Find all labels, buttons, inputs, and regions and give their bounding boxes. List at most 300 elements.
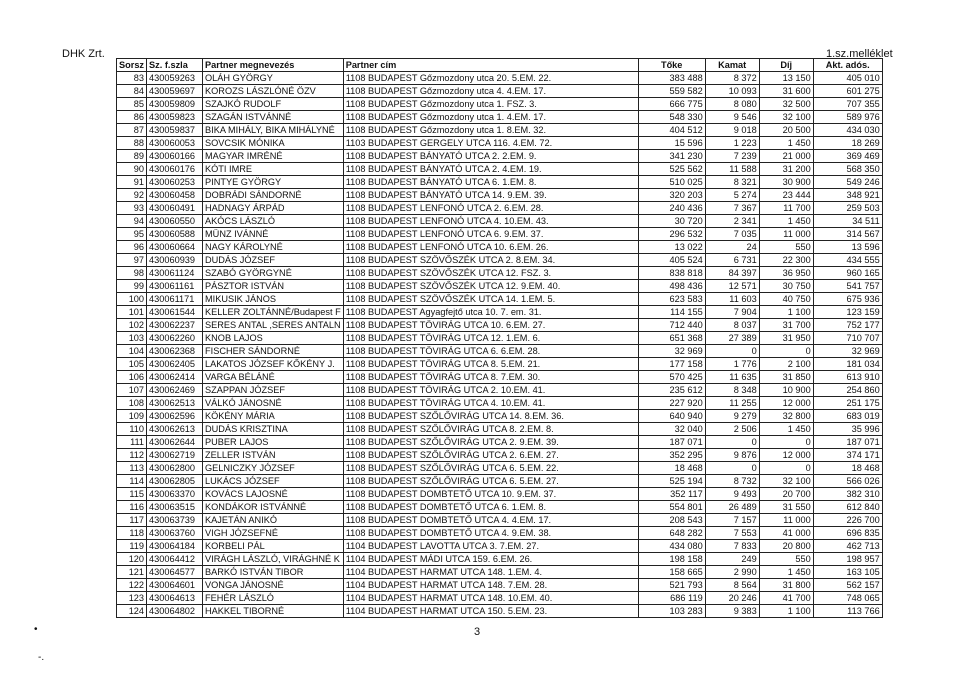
table-cell: 430064577 xyxy=(147,566,203,579)
table-cell: MIKUSIK JÁNOS xyxy=(203,293,344,306)
table-cell: 27 389 xyxy=(705,332,759,345)
table-cell: 612 840 xyxy=(813,501,882,514)
table-cell: PINTYE GYÖRGY xyxy=(203,176,344,189)
table-cell: 2 990 xyxy=(705,566,759,579)
table-cell: 559 582 xyxy=(638,85,705,98)
table-cell: 430064802 xyxy=(147,605,203,618)
table-cell: 97 xyxy=(117,254,147,267)
table-cell: 430062405 xyxy=(147,358,203,371)
table-cell: 83 xyxy=(117,72,147,85)
table-cell: 15 596 xyxy=(638,137,705,150)
table-cell: 1 450 xyxy=(759,137,813,150)
table-cell: 251 175 xyxy=(813,397,882,410)
table-cell: 550 xyxy=(759,553,813,566)
column-header: Partner megnevezés xyxy=(203,59,344,72)
table-cell: 430062719 xyxy=(147,449,203,462)
table-cell: 1108 BUDAPEST TÖVIRÁG UTCA 10. 6.EM. 27. xyxy=(343,319,638,332)
table-cell: 1108 BUDAPEST Gőzmozdony utca 20. 5.EM. 22. xyxy=(343,72,638,85)
table-cell: 374 171 xyxy=(813,449,882,462)
table-cell: 383 488 xyxy=(638,72,705,85)
debtor-table xyxy=(116,58,883,618)
table-cell: 103 xyxy=(117,332,147,345)
table-cell: 32 969 xyxy=(638,345,705,358)
table-cell: VONGA JÁNOSNÉ xyxy=(203,579,344,592)
table-row xyxy=(117,332,883,345)
table-row xyxy=(117,228,883,241)
table-row xyxy=(117,371,883,384)
table-row xyxy=(117,423,883,436)
table-cell: 1108 BUDAPEST BÁNYATÓ UTCA 14. 9.EM. 39. xyxy=(343,189,638,202)
table-cell: 430061544 xyxy=(147,306,203,319)
table-cell: 8 564 xyxy=(705,579,759,592)
table-cell: 226 700 xyxy=(813,514,882,527)
table-cell: 430061124 xyxy=(147,267,203,280)
table-cell: 430060550 xyxy=(147,215,203,228)
table-cell: 651 368 xyxy=(638,332,705,345)
table-cell: 7 904 xyxy=(705,306,759,319)
table-cell: 13 596 xyxy=(813,241,882,254)
table-cell: 430059263 xyxy=(147,72,203,85)
table-cell: 31 850 xyxy=(759,371,813,384)
table-cell: 87 xyxy=(117,124,147,137)
table-cell: 589 976 xyxy=(813,111,882,124)
header-row xyxy=(117,59,883,72)
table-cell: 22 300 xyxy=(759,254,813,267)
table-cell: 430061161 xyxy=(147,280,203,293)
table-cell: 121 xyxy=(117,566,147,579)
column-header: Kamat xyxy=(705,59,759,72)
table-cell: 1108 BUDAPEST SZŐLŐVIRÁG UTCA 8. 2.EM. 8. xyxy=(343,423,638,436)
table-cell: 1108 BUDAPEST DOMBTETŐ UTCA 6. 1.EM. 8. xyxy=(343,501,638,514)
table-cell: 13 150 xyxy=(759,72,813,85)
table-cell: 707 355 xyxy=(813,98,882,111)
table-cell: 352 295 xyxy=(638,449,705,462)
table-cell: 24 xyxy=(705,241,759,254)
table-cell: DUDÁS JÓZSEF xyxy=(203,254,344,267)
table-cell: 1108 BUDAPEST SZÖVŐSZÉK UTCA 2. 8.EM. 34. xyxy=(343,254,638,267)
table-cell: OLÁH GYÖRGY xyxy=(203,72,344,85)
table-row xyxy=(117,514,883,527)
table-cell: 259 503 xyxy=(813,202,882,215)
table-cell: 430059837 xyxy=(147,124,203,137)
table-cell: 430062368 xyxy=(147,345,203,358)
table-row xyxy=(117,163,883,176)
table-cell: 613 910 xyxy=(813,371,882,384)
table-cell: 1 100 xyxy=(759,306,813,319)
table-cell: BARKÓ ISTVÁN TIBOR xyxy=(203,566,344,579)
table-cell: 683 019 xyxy=(813,410,882,423)
table-cell: 314 567 xyxy=(813,228,882,241)
table-row xyxy=(117,72,883,85)
table-cell: 1108 BUDAPEST DOMBTETŐ UTCA 4. 9.EM. 38. xyxy=(343,527,638,540)
table-cell: 1108 BUDAPEST SZŐLŐVIRÁG UTCA 14. 8.EM. 36. xyxy=(343,410,638,423)
table-cell: 434 555 xyxy=(813,254,882,267)
table-row xyxy=(117,475,883,488)
table-cell: 838 818 xyxy=(638,267,705,280)
table-cell: 369 469 xyxy=(813,150,882,163)
table-row xyxy=(117,462,883,475)
column-header: Tőke xyxy=(638,59,705,72)
table-cell: 11 700 xyxy=(759,202,813,215)
table-cell: 7 157 xyxy=(705,514,759,527)
table-cell: 1108 BUDAPEST LENFONÓ UTCA 2. 6.EM. 28. xyxy=(343,202,638,215)
table-cell: 430062805 xyxy=(147,475,203,488)
table-cell: SZAGÁN ISTVÁNNÉ xyxy=(203,111,344,124)
table-cell: 0 xyxy=(705,436,759,449)
table-cell: 430064601 xyxy=(147,579,203,592)
table-row xyxy=(117,280,883,293)
table-cell: HAKKEL TIBORNÉ xyxy=(203,605,344,618)
table-cell: KORBELI PÁL xyxy=(203,540,344,553)
table-cell: 36 950 xyxy=(759,267,813,280)
table-cell: 93 xyxy=(117,202,147,215)
table-cell: 1108 BUDAPEST TÖVIRÁG UTCA 8. 5.EM. 21. xyxy=(343,358,638,371)
table-cell: 498 436 xyxy=(638,280,705,293)
table-cell: 405 010 xyxy=(813,72,882,85)
table-cell: 430062644 xyxy=(147,436,203,449)
table-cell: 32 040 xyxy=(638,423,705,436)
table-cell: SZABÓ GYÖRGYNÉ xyxy=(203,267,344,280)
table-cell: 8 732 xyxy=(705,475,759,488)
table-cell: 31 550 xyxy=(759,501,813,514)
table-cell: 84 xyxy=(117,85,147,98)
table-cell: 1108 BUDAPEST DOMBTETŐ UTCA 10. 9.EM. 37. xyxy=(343,488,638,501)
table-cell: 430063370 xyxy=(147,488,203,501)
table-cell: 99 xyxy=(117,280,147,293)
table-cell: 8 080 xyxy=(705,98,759,111)
table-cell: 1108 BUDAPEST SZŐLŐVIRÁG UTCA 2. 9.EM. 39. xyxy=(343,436,638,449)
table-cell: BIKA MIHÁLY, BIKA MIHÁLYNÉ xyxy=(203,124,344,137)
table-cell: 254 860 xyxy=(813,384,882,397)
table-cell: LUKÁCS JÓZSEF xyxy=(203,475,344,488)
table-cell: 120 xyxy=(117,553,147,566)
table-cell: 1108 BUDAPEST TÖVIRÁG UTCA 2. 10.EM. 41. xyxy=(343,384,638,397)
table-cell: SERES ANTAL ,SERES ANTALN xyxy=(203,319,344,332)
table-row xyxy=(117,358,883,371)
table-row xyxy=(117,540,883,553)
table-cell: 525 562 xyxy=(638,163,705,176)
table-cell: 85 xyxy=(117,98,147,111)
table-cell: 1108 BUDAPEST Gőzmozdony utca 1. FSZ. 3. xyxy=(343,98,638,111)
table-cell: KAJETÁN ANIKÓ xyxy=(203,514,344,527)
table-cell: 7 239 xyxy=(705,150,759,163)
table-cell: 240 436 xyxy=(638,202,705,215)
table-cell: KÖKÉNY MÁRIA xyxy=(203,410,344,423)
table-row xyxy=(117,202,883,215)
table-cell: 430063515 xyxy=(147,501,203,514)
table-cell: 430060176 xyxy=(147,163,203,176)
table-cell: 122 xyxy=(117,579,147,592)
table-cell: 0 xyxy=(705,462,759,475)
table-cell: 430061171 xyxy=(147,293,203,306)
table-cell: 549 246 xyxy=(813,176,882,189)
table-row xyxy=(117,449,883,462)
table-cell: 158 665 xyxy=(638,566,705,579)
table-cell: 8 037 xyxy=(705,319,759,332)
table-cell: VARGA BÉLÁNÉ xyxy=(203,371,344,384)
table-cell: 430064412 xyxy=(147,553,203,566)
table-cell: 31 600 xyxy=(759,85,813,98)
table-cell: 748 065 xyxy=(813,592,882,605)
table-cell: 88 xyxy=(117,137,147,150)
table-cell: 430062596 xyxy=(147,410,203,423)
table-cell: 198 957 xyxy=(813,553,882,566)
table-cell: 434 030 xyxy=(813,124,882,137)
table-cell: 1104 BUDAPEST HARMAT UTCA 148. 1.EM. 4. xyxy=(343,566,638,579)
table-cell: 86 xyxy=(117,111,147,124)
table-cell: 21 000 xyxy=(759,150,813,163)
table-cell: 348 921 xyxy=(813,189,882,202)
table-cell: 11 000 xyxy=(759,228,813,241)
table-cell: 686 119 xyxy=(638,592,705,605)
table-cell: MAGYAR IMRÉNÉ xyxy=(203,150,344,163)
table-cell: 1 776 xyxy=(705,358,759,371)
table-cell: SOVCSIK MÓNIKA xyxy=(203,137,344,150)
table-row xyxy=(117,111,883,124)
table-row xyxy=(117,306,883,319)
table-cell: 117 xyxy=(117,514,147,527)
table-cell: 111 xyxy=(117,436,147,449)
table-cell: 1104 BUDAPEST HARMAT UTCA 148. 10.EM. 40. xyxy=(343,592,638,605)
table-cell: 1108 BUDAPEST Agyagfejtő utca 10. 7. em. 31. xyxy=(343,306,638,319)
table-cell: 12 571 xyxy=(705,280,759,293)
table-cell: 0 xyxy=(759,436,813,449)
table-cell: 430062414 xyxy=(147,371,203,384)
table-cell: 115 xyxy=(117,488,147,501)
table-cell: 404 512 xyxy=(638,124,705,137)
table-cell: ZELLER ISTVÁN xyxy=(203,449,344,462)
table-cell: 430063739 xyxy=(147,514,203,527)
table-cell: 30 750 xyxy=(759,280,813,293)
table-cell: 430062260 xyxy=(147,332,203,345)
table-cell: 430059697 xyxy=(147,85,203,98)
table-cell: 20 800 xyxy=(759,540,813,553)
table-cell: HADNAGY ÁRPÁD xyxy=(203,202,344,215)
table-cell: 430059823 xyxy=(147,111,203,124)
table-cell: 430060491 xyxy=(147,202,203,215)
table-cell: 89 xyxy=(117,150,147,163)
table-cell: 296 532 xyxy=(638,228,705,241)
table-cell: 1108 BUDAPEST SZŐLŐVIRÁG UTCA 6. 5.EM. 27. xyxy=(343,475,638,488)
table-cell: 430063760 xyxy=(147,527,203,540)
table-cell: 960 165 xyxy=(813,267,882,280)
table-row xyxy=(117,137,883,150)
table-row xyxy=(117,85,883,98)
table-cell: 1108 BUDAPEST LENFONÓ UTCA 6. 9.EM. 37. xyxy=(343,228,638,241)
table-cell: 601 275 xyxy=(813,85,882,98)
table-cell: 675 936 xyxy=(813,293,882,306)
table-cell: 2 506 xyxy=(705,423,759,436)
table-cell: 9 383 xyxy=(705,605,759,618)
table-cell: 113 766 xyxy=(813,605,882,618)
table-cell: 1108 BUDAPEST DOMBTETŐ UTCA 4. 4.EM. 17. xyxy=(343,514,638,527)
table-cell: 1108 BUDAPEST BÁNYATÓ UTCA 2. 4.EM. 19. xyxy=(343,163,638,176)
table-cell: 90 xyxy=(117,163,147,176)
table-cell: 430060588 xyxy=(147,228,203,241)
table-row xyxy=(117,553,883,566)
table-cell: 430060053 xyxy=(147,137,203,150)
table-cell: 26 489 xyxy=(705,501,759,514)
table-cell: 41 700 xyxy=(759,592,813,605)
table-cell: 108 xyxy=(117,397,147,410)
table-cell: 430060939 xyxy=(147,254,203,267)
table-cell: 430060253 xyxy=(147,176,203,189)
table-cell: 100 xyxy=(117,293,147,306)
table-cell: 430064613 xyxy=(147,592,203,605)
table-cell: SZAPPAN JÓZSEF xyxy=(203,384,344,397)
table-cell: 32 969 xyxy=(813,345,882,358)
table-cell: 92 xyxy=(117,189,147,202)
table-cell: 30 900 xyxy=(759,176,813,189)
table-cell: 20 700 xyxy=(759,488,813,501)
table-cell: 11 635 xyxy=(705,371,759,384)
table-cell: 187 071 xyxy=(638,436,705,449)
table-cell: 116 xyxy=(117,501,147,514)
table-cell: KELLER ZOLTÁNNÉ/Budapest F xyxy=(203,306,344,319)
table-cell: 352 117 xyxy=(638,488,705,501)
table-row xyxy=(117,293,883,306)
table-cell: 227 920 xyxy=(638,397,705,410)
table-cell: 710 707 xyxy=(813,332,882,345)
table-cell: 10 093 xyxy=(705,85,759,98)
table-cell: 9 546 xyxy=(705,111,759,124)
column-header: Sz. f.szla xyxy=(147,59,203,72)
table-row xyxy=(117,98,883,111)
table-cell: 124 xyxy=(117,605,147,618)
table-cell: 1108 BUDAPEST Gőzmozdony utca 1. 8.EM. 32. xyxy=(343,124,638,137)
table-cell: 103 283 xyxy=(638,605,705,618)
table-cell: 1108 BUDAPEST SZÖVŐSZÉK UTCA 12. 9.EM. 40. xyxy=(343,280,638,293)
table-cell: 1108 BUDAPEST TÖVIRÁG UTCA 4. 10.EM. 41. xyxy=(343,397,638,410)
table-cell: 31 200 xyxy=(759,163,813,176)
table-cell: 235 612 xyxy=(638,384,705,397)
table-cell: 525 194 xyxy=(638,475,705,488)
table-cell: KÓTI IMRE xyxy=(203,163,344,176)
table-cell: 41 000 xyxy=(759,527,813,540)
table-cell: VIGH JÓZSEFNÉ xyxy=(203,527,344,540)
table-row xyxy=(117,254,883,267)
table-cell: 623 583 xyxy=(638,293,705,306)
table-cell: KONDÁKOR ISTVÁNNÉ xyxy=(203,501,344,514)
table-cell: 102 xyxy=(117,319,147,332)
table-cell: 9 493 xyxy=(705,488,759,501)
table-cell: 7 553 xyxy=(705,527,759,540)
table-cell: 181 034 xyxy=(813,358,882,371)
table-cell: 382 310 xyxy=(813,488,882,501)
table-cell: 101 xyxy=(117,306,147,319)
table-cell: 570 425 xyxy=(638,371,705,384)
table-cell: 8 348 xyxy=(705,384,759,397)
table-cell: 510 025 xyxy=(638,176,705,189)
table-row xyxy=(117,215,883,228)
table-cell: 1108 BUDAPEST SZÖVŐSZÉK UTCA 14. 1.EM. 5. xyxy=(343,293,638,306)
table-cell: 34 511 xyxy=(813,215,882,228)
column-header: Akt. adós. xyxy=(813,59,882,72)
table-row xyxy=(117,384,883,397)
table-cell: 640 940 xyxy=(638,410,705,423)
table-cell: 430062469 xyxy=(147,384,203,397)
table-cell: 11 603 xyxy=(705,293,759,306)
table-row xyxy=(117,566,883,579)
table-cell: 648 282 xyxy=(638,527,705,540)
table-cell: 7 035 xyxy=(705,228,759,241)
table-cell: PUBER LAJOS xyxy=(203,436,344,449)
stray-mark: -. xyxy=(38,652,45,663)
table-cell: 1108 BUDAPEST SZÖVŐSZÉK UTCA 12. FSZ. 3. xyxy=(343,267,638,280)
table-row xyxy=(117,124,883,137)
table-cell: 1 450 xyxy=(759,566,813,579)
table-row xyxy=(117,605,883,618)
table-cell: 320 203 xyxy=(638,189,705,202)
table-cell: VIRÁGH LÁSZLÓ, VIRÁGHNÉ K xyxy=(203,553,344,566)
table-row xyxy=(117,397,883,410)
page-number: 3 xyxy=(474,626,481,638)
table-cell: 5 274 xyxy=(705,189,759,202)
table-cell: 198 158 xyxy=(638,553,705,566)
table-cell: DUDÁS KRISZTINA xyxy=(203,423,344,436)
table-cell: 94 xyxy=(117,215,147,228)
table-cell: 13 022 xyxy=(638,241,705,254)
table-cell: FISCHER SÁNDORNÉ xyxy=(203,345,344,358)
table-cell: 712 440 xyxy=(638,319,705,332)
table-cell: 1 450 xyxy=(759,423,813,436)
table-cell: 30 720 xyxy=(638,215,705,228)
table-cell: 11 255 xyxy=(705,397,759,410)
table-cell: 341 230 xyxy=(638,150,705,163)
table-cell: 562 157 xyxy=(813,579,882,592)
table-cell: 96 xyxy=(117,241,147,254)
table-cell: 521 793 xyxy=(638,579,705,592)
table-cell: 12 000 xyxy=(759,397,813,410)
table-cell: 1108 BUDAPEST LENFONÓ UTCA 4. 10.EM. 43. xyxy=(343,215,638,228)
table-cell: 1108 BUDAPEST TÖVIRÁG UTCA 8. 7.EM. 30. xyxy=(343,371,638,384)
table-row xyxy=(117,488,883,501)
table-cell: 119 xyxy=(117,540,147,553)
table-cell: 35 996 xyxy=(813,423,882,436)
table-cell: AKÓCS LÁSZLÓ xyxy=(203,215,344,228)
table-cell: LAKATOS JÓZSEF KŐKÉNY J. xyxy=(203,358,344,371)
table-cell: 430060458 xyxy=(147,189,203,202)
table-cell: 1108 BUDAPEST Gőzmozdony utca 1. 4.EM. 17. xyxy=(343,111,638,124)
table-cell: 550 xyxy=(759,241,813,254)
table-cell: 20 500 xyxy=(759,124,813,137)
table-cell: 430064184 xyxy=(147,540,203,553)
table-cell: 114 xyxy=(117,475,147,488)
table-cell: 105 xyxy=(117,358,147,371)
table-cell: 1104 BUDAPEST LAVOTTA UTCA 3. 7.EM. 27. xyxy=(343,540,638,553)
table-cell: 95 xyxy=(117,228,147,241)
table-row xyxy=(117,189,883,202)
table-cell: MÜNZ IVÁNNÉ xyxy=(203,228,344,241)
table-cell: VÁLKÓ JÁNOSNÉ xyxy=(203,397,344,410)
table-cell: 187 071 xyxy=(813,436,882,449)
table-cell: 32 800 xyxy=(759,410,813,423)
table-cell: 430060664 xyxy=(147,241,203,254)
table-cell: 548 330 xyxy=(638,111,705,124)
table-cell: 9 018 xyxy=(705,124,759,137)
table-cell: PÁSZTOR ISTVÁN xyxy=(203,280,344,293)
table-row xyxy=(117,267,883,280)
column-header: Partner cím xyxy=(343,59,638,72)
table-cell: KOROZS LÁSZLÓNÉ ÖZV xyxy=(203,85,344,98)
table-cell: 123 159 xyxy=(813,306,882,319)
table-cell: 91 xyxy=(117,176,147,189)
table-cell: 8 321 xyxy=(705,176,759,189)
table-cell: 1108 BUDAPEST BÁNYATÓ UTCA 6. 1.EM. 8. xyxy=(343,176,638,189)
table-cell: SZAJKÓ RUDOLF xyxy=(203,98,344,111)
table-row xyxy=(117,592,883,605)
table-cell: 430062800 xyxy=(147,462,203,475)
